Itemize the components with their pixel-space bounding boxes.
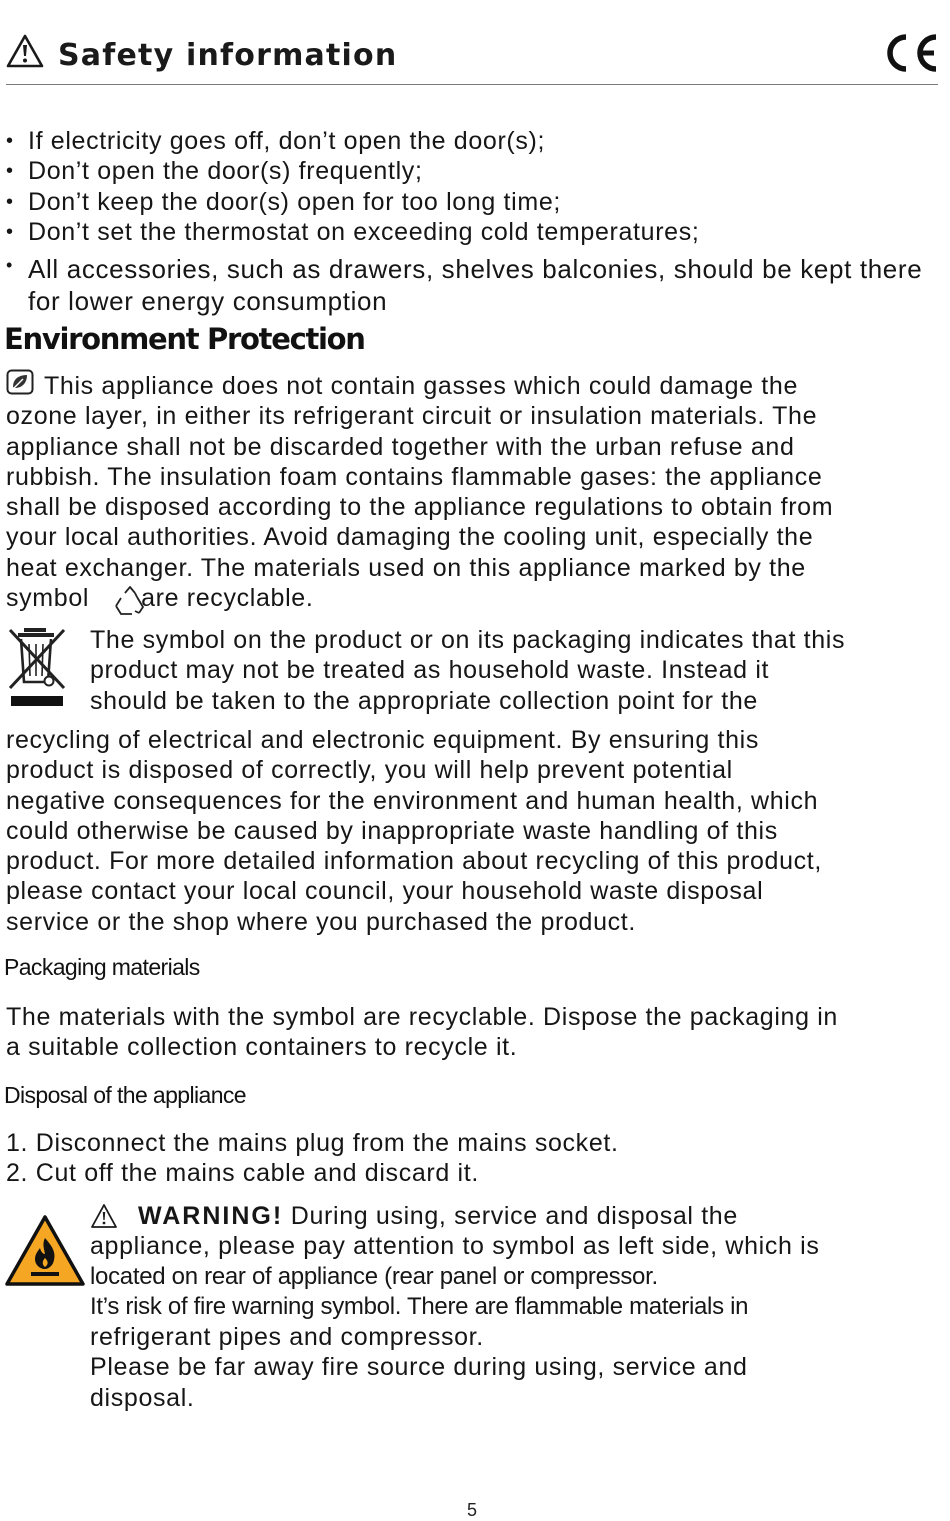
paragraph-line: should be taken to the appropriate collection point for the bbox=[90, 686, 758, 715]
paragraph-line: recycling of electrical and electronic equipment. By ensuring this bbox=[6, 726, 759, 754]
paragraph-line: disposal. bbox=[90, 1383, 195, 1412]
recycle-icon bbox=[113, 585, 147, 617]
paragraph-line: negative consequences for the environment and human health, which bbox=[6, 786, 819, 815]
paragraph-line: please contact your local council, your household waste disposal bbox=[6, 877, 764, 906]
paragraph-line: your local authorities. Avoid damaging the cooling unit, especially the bbox=[6, 523, 814, 552]
paragraph-line bbox=[90, 1201, 820, 1231]
list-item: • Don’t set the thermostat on exceeding cold temperatures; bbox=[6, 217, 933, 247]
ce-mark-icon bbox=[884, 32, 940, 74]
paragraph-line: appliance shall not be discarded together with the urban refuse and bbox=[6, 432, 795, 461]
section-heading-packaging: Packaging materials bbox=[4, 954, 200, 980]
section-heading-disposal: Disposal of the appliance bbox=[4, 1082, 246, 1108]
list-item: • Don’t open the door(s) frequently; bbox=[6, 156, 933, 186]
paragraph-line: service or the shop where you purchased the product. bbox=[6, 907, 636, 936]
header-divider bbox=[6, 84, 938, 85]
warning-triangle-icon bbox=[6, 34, 44, 68]
warning-text: During using, service and disposal the bbox=[283, 1202, 738, 1230]
paragraph-line: The symbol on the product or on its packaging indicates that this bbox=[90, 626, 846, 654]
environment-paragraph bbox=[6, 371, 936, 613]
page-title: Safety information bbox=[58, 38, 398, 73]
list-item: • Don’t keep the door(s) open for too long time; bbox=[6, 187, 933, 217]
paragraph-line: shall be disposed according to the appliance regulations to obtain from bbox=[6, 493, 834, 522]
paragraph-line: a suitable collection containers to recycle it. bbox=[6, 1033, 518, 1062]
warning-label: WARNING! bbox=[138, 1202, 284, 1230]
page-number: 5 bbox=[467, 1500, 478, 1520]
paragraph-line: The materials with the symbol are recyclable. Dispose the packaging in bbox=[6, 1003, 838, 1031]
section-heading-environment: Environment Protection bbox=[4, 322, 365, 356]
packaging-paragraph bbox=[6, 1002, 838, 1063]
paragraph-line: refrigerant pipes and compressor. bbox=[90, 1323, 484, 1352]
symbol-prefix: symbol bbox=[6, 584, 90, 613]
warning-paragraph bbox=[90, 1201, 820, 1413]
crossed-out-bin-icon bbox=[8, 626, 68, 708]
list-item: • If electricity goes off, don’t open the door(s); bbox=[6, 126, 933, 156]
weee-paragraph-continued bbox=[6, 725, 822, 937]
flammable-warning-icon bbox=[4, 1214, 86, 1288]
list-item: • All accessories, such as drawers, shelves balconies, should be kept there for lower energy consumption bbox=[6, 253, 933, 317]
disposal-steps bbox=[6, 1128, 619, 1189]
list-item: 2. Cut off the mains cable and discard it. bbox=[6, 1159, 479, 1188]
paragraph-line: located on rear of appliance (rear panel or compressor. bbox=[90, 1262, 658, 1290]
paragraph-line: Please be far away fire source during using, service and bbox=[90, 1353, 748, 1382]
paragraph-line: product may not be treated as household waste. Instead it bbox=[90, 656, 770, 685]
paragraph-line: heat exchanger. The materials used on this appliance marked by the bbox=[6, 553, 806, 582]
paragraph-line: could otherwise be caused by inappropriate waste handling of this bbox=[6, 816, 778, 845]
list-item: 1. Disconnect the mains plug from the mains socket. bbox=[6, 1129, 619, 1157]
paragraph-line: rubbish. The insulation foam contains flammable gases: the appliance bbox=[6, 462, 823, 491]
paragraph-line: product. For more detailed information about recycling of this product, bbox=[6, 847, 822, 876]
symbol-suffix: are recyclable. bbox=[141, 584, 314, 613]
paragraph-line: It’s risk of fire warning symbol. There are flammable materials in bbox=[90, 1292, 749, 1320]
weee-paragraph bbox=[90, 625, 845, 716]
paragraph-line: product is disposed of correctly, you will help prevent potential bbox=[6, 756, 733, 785]
paragraph-line: ozone layer, in either its refrigerant circuit or insulation materials. The bbox=[6, 402, 818, 431]
paragraph-line: This appliance does not contain gasses which could damage the bbox=[44, 372, 798, 400]
paragraph-line: appliance, please pay attention to symbol as left side, which is bbox=[90, 1232, 820, 1261]
tips-list bbox=[6, 126, 933, 317]
